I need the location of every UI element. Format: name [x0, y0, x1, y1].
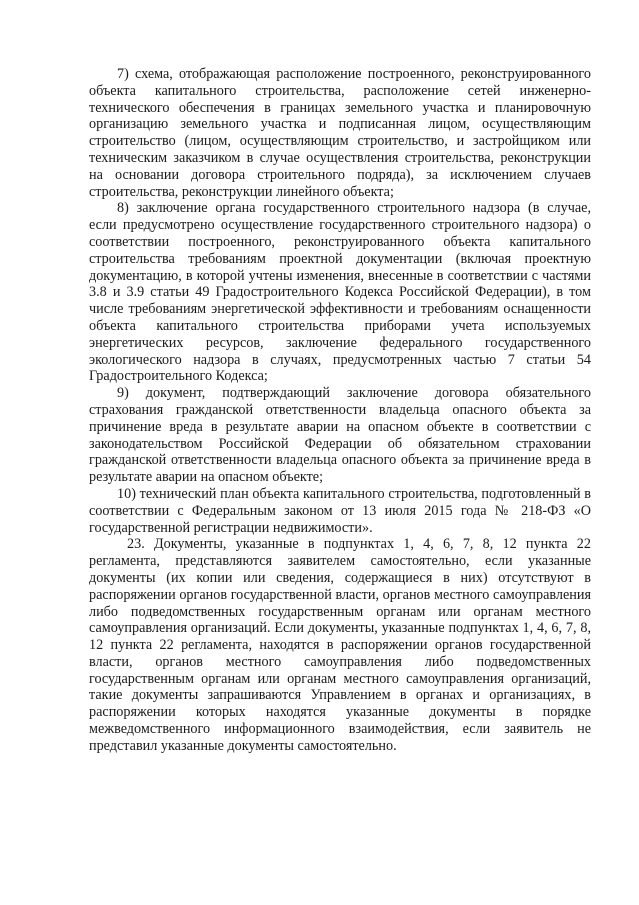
paragraph-item-10: 10) технический план объекта капитального строительства, подготовленный в соответствии с Федеральным законом от 13 июля 2015 года № 218-ФЗ «О государственной регистрации недвижимости». — [89, 485, 591, 536]
paragraph-item-7: 7) схема, отображающая расположение построенного, реконструированного объекта капитального строительства, расположение сетей инженерно-технического обеспечения в границах земельного участка и планировочную организацию земельного участка и подписанная лицом, осуществляющим строительство (лицом, осуществляющим строительство, и застройщиком или техническим заказчиком в случае осуществления строительства, реконструкции на основании договора строительного подряда), за исключением случаев строительства, реконструкции линейного объекта; — [89, 66, 591, 200]
paragraph-item-9: 9) документ, подтверждающий заключение договора обязательного страхования гражданской ответственности владельца опасного объекта за причинение вреда в результате аварии на опасном объекте в соответствии с законодательством Российской Федерации об обязательном страховании гражданской ответственности владельца опасного объекта за причинение вреда в результате аварии на опасном объекте; — [89, 385, 591, 486]
paragraph-item-8: 8) заключение органа государственного строительного надзора (в случае, если предусмотрено осуществление государственного строительного надзора) о соответствии построенного, реконструированного объекта капитального строительства требованиям проектной документации (включая проектную документацию, в которой учтены изменения, внесенные в соответствии с частями 3.8 и 3.9 статьи 49 Градостроительного Кодекса Российской Федерации), в том числе требованиям энергетической эффективности и требованиям оснащенности объекта капитального строительства приборами учета используемых энергетических ресурсов, заключение федерального государственного экологического надзора в случаях, предусмотренных частью 7 статьи 54 Градостроительного Кодекса; — [89, 200, 591, 385]
paragraph-section-23: 23. Документы, указанные в подпунктах 1, 4, 6, 7, 8, 12 пункта 22 регламента, представляются заявителем самостоятельно, если указанные документы (их копии или сведения, содержащиеся в них) отсутствуют в распоряжении органов государственной власти, органов местного самоуправления либо подведомственных государственным органам или органам местного самоуправления организаций. Если документы, указанные подпунктах 1, 4, 6, 7, 8, 12 пункта 22 регламента, находятся в распоряжении органов государственной власти, органов местного самоуправления либо подведомственных государственным органам или органам местного самоуправления организаций, такие документы запрашиваются Управлением в органах и организациях, в распоряжении которых находятся указанные документы в порядке межведомственного информационного взаимодействия, если заявитель не представил указанные документы самостоятельно. — [89, 536, 591, 754]
document-body — [89, 66, 591, 755]
